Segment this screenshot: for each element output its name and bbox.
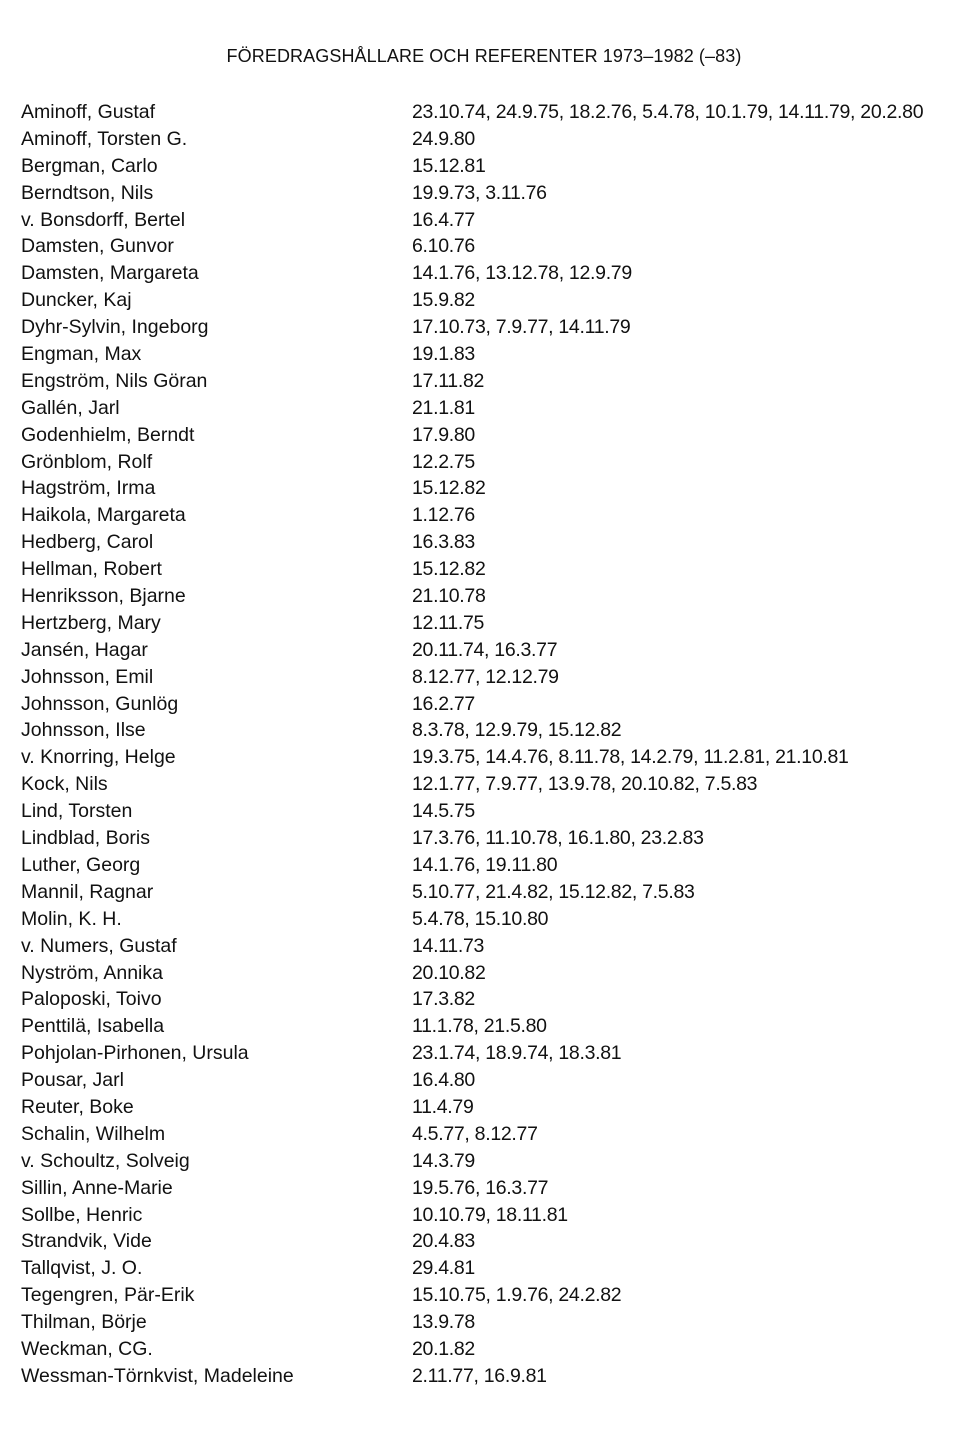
speaker-name: Hedberg, Carol <box>21 531 154 554</box>
speaker-name: Thilman, Börje <box>21 1311 147 1334</box>
list-item <box>21 233 961 260</box>
lecture-dates: 14.5.75 <box>412 800 475 823</box>
lecture-dates: 17.10.73, 7.9.77, 14.11.79 <box>412 316 631 339</box>
lecture-dates: 16.3.83 <box>412 531 475 554</box>
list-item <box>21 1309 961 1336</box>
lecture-dates: 12.1.77, 7.9.77, 13.9.78, 20.10.82, 7.5.83 <box>412 773 758 796</box>
speaker-name: Johnsson, Gunlög <box>21 692 179 715</box>
speaker-name: Godenhielm, Berndt <box>21 423 195 446</box>
speaker-list <box>21 99 961 1390</box>
lecture-dates: 14.1.76, 13.12.78, 12.9.79 <box>412 262 632 285</box>
list-item <box>21 986 961 1013</box>
lecture-dates: 21.1.81 <box>412 396 475 419</box>
speaker-name: Tegengren, Pär-Erik <box>21 1284 195 1307</box>
lecture-dates: 17.9.80 <box>412 423 475 446</box>
lecture-dates: 10.10.79, 18.11.81 <box>412 1203 568 1226</box>
speaker-name: Lindblad, Boris <box>21 827 150 850</box>
speaker-name: Bergman, Carlo <box>21 154 158 177</box>
speaker-name: Pousar, Jarl <box>21 1069 124 1092</box>
list-item <box>21 1040 961 1067</box>
lecture-dates: 29.4.81 <box>412 1257 475 1280</box>
list-item <box>21 449 961 476</box>
speaker-name: Kock, Nils <box>21 773 108 796</box>
list-item <box>21 906 961 933</box>
list-item <box>21 798 961 825</box>
lecture-dates: 19.3.75, 14.4.76, 8.11.78, 14.2.79, 11.2.81, 21.10.81 <box>412 746 849 769</box>
lecture-dates: 11.4.79 <box>412 1095 474 1118</box>
lecture-dates: 5.4.78, 15.10.80 <box>412 907 549 930</box>
speaker-name: Tallqvist, J. O. <box>21 1257 143 1280</box>
list-item <box>21 341 961 368</box>
list-item <box>21 664 961 691</box>
list-item <box>21 852 961 879</box>
speaker-name: v. Schoultz, Solveig <box>21 1149 190 1172</box>
lecture-dates: 11.1.78, 21.5.80 <box>412 1015 547 1038</box>
lecture-dates: 6.10.76 <box>412 235 475 258</box>
list-item <box>21 933 961 960</box>
lecture-dates: 19.1.83 <box>412 343 475 366</box>
lecture-dates: 14.3.79 <box>412 1149 475 1172</box>
speaker-name: Aminoff, Torsten G. <box>21 127 188 150</box>
speaker-name: Henriksson, Bjarne <box>21 585 186 608</box>
lecture-dates: 19.5.76, 16.3.77 <box>412 1176 549 1199</box>
speaker-name: Molin, K. H. <box>21 907 122 930</box>
lecture-dates: 4.5.77, 8.12.77 <box>412 1122 538 1145</box>
list-item <box>21 771 961 798</box>
list-item <box>21 691 961 718</box>
lecture-dates: 17.3.82 <box>412 988 475 1011</box>
speaker-name: Aminoff, Gustaf <box>21 101 156 123</box>
lecture-dates: 1.12.76 <box>412 504 475 527</box>
speaker-name: Mannil, Ragnar <box>21 880 154 903</box>
list-item <box>21 99 961 126</box>
list-item <box>21 126 961 153</box>
list-item <box>21 502 961 529</box>
list-item <box>21 314 961 341</box>
speaker-name: Engman, Max <box>21 343 142 366</box>
list-item <box>21 368 961 395</box>
lecture-dates: 12.11.75 <box>412 611 485 634</box>
lecture-dates: 13.9.78 <box>412 1311 475 1334</box>
speaker-name: Penttilä, Isabella <box>21 1015 165 1038</box>
list-item <box>21 1094 961 1121</box>
lecture-dates: 24.9.80 <box>412 127 475 150</box>
speaker-name: Strandvik, Vide <box>21 1230 152 1253</box>
list-item <box>21 529 961 556</box>
lecture-dates: 21.10.78 <box>412 585 486 608</box>
speaker-name: Reuter, Boke <box>21 1095 134 1118</box>
list-item <box>21 583 961 610</box>
lecture-dates: 20.10.82 <box>412 961 486 984</box>
list-item <box>21 1013 961 1040</box>
list-item <box>21 207 961 234</box>
lecture-dates: 20.11.74, 16.3.77 <box>412 638 558 661</box>
lecture-dates: 15.12.82 <box>412 477 486 500</box>
lecture-dates: 15.10.75, 1.9.76, 24.2.82 <box>412 1284 622 1307</box>
lecture-dates: 14.1.76, 19.11.80 <box>412 853 558 876</box>
list-item <box>21 287 961 314</box>
list-item <box>21 395 961 422</box>
lecture-dates: 14.11.73 <box>412 934 485 957</box>
speaker-name: Paloposki, Toivo <box>21 988 162 1011</box>
speaker-name: Luther, Georg <box>21 853 141 876</box>
list-item <box>21 879 961 906</box>
speaker-name: Gallén, Jarl <box>21 396 120 419</box>
speaker-name: Lind, Torsten <box>21 800 133 823</box>
speaker-name: Wessman-Törnkvist, Madeleine <box>21 1364 294 1387</box>
speaker-name: Hagström, Irma <box>21 477 156 500</box>
list-item <box>21 1228 961 1255</box>
list-item <box>21 744 961 771</box>
lecture-dates: 16.4.77 <box>412 208 475 231</box>
list-item <box>21 180 961 207</box>
list-item <box>21 475 961 502</box>
lecture-dates: 12.2.75 <box>412 450 475 473</box>
list-item <box>21 717 961 744</box>
list-item <box>21 1067 961 1094</box>
speaker-name: Pohjolan-Pirhonen, Ursula <box>21 1042 249 1065</box>
speaker-name: Haikola, Margareta <box>21 504 186 527</box>
speaker-name: Duncker, Kaj <box>21 289 132 312</box>
list-item <box>21 960 961 987</box>
lecture-dates: 2.11.77, 16.9.81 <box>412 1364 547 1387</box>
speaker-name: Grönblom, Rolf <box>21 450 153 473</box>
list-item <box>21 1121 961 1148</box>
speaker-name: Weckman, CG. <box>21 1337 153 1360</box>
lecture-dates: 17.3.76, 11.10.78, 16.1.80, 23.2.83 <box>412 827 704 850</box>
lecture-dates: 20.1.82 <box>412 1337 475 1360</box>
lecture-dates: 17.11.82 <box>412 369 485 392</box>
list-item <box>21 825 961 852</box>
lecture-dates: 8.12.77, 12.12.79 <box>412 665 559 688</box>
list-item <box>21 153 961 180</box>
list-item <box>21 422 961 449</box>
list-item <box>21 260 961 287</box>
speaker-name: Johnsson, Ilse <box>21 719 146 742</box>
speaker-name: Jansén, Hagar <box>21 638 148 661</box>
speaker-name: Sillin, Anne-Marie <box>21 1176 173 1199</box>
page-title: FÖREDRAGSHÅLLARE OCH REFERENTER 1973–1982 (–83) <box>226 46 742 66</box>
lecture-dates: 16.2.77 <box>412 692 475 715</box>
list-item <box>21 1175 961 1202</box>
list-item <box>21 637 961 664</box>
lecture-dates: 16.4.80 <box>412 1069 475 1092</box>
speaker-name: Hertzberg, Mary <box>21 611 161 634</box>
lecture-dates: 20.4.83 <box>412 1230 475 1253</box>
speaker-name: v. Numers, Gustaf <box>21 934 177 957</box>
speaker-name: Sollbe, Henric <box>21 1203 143 1226</box>
lecture-dates: 23.1.74, 18.9.74, 18.3.81 <box>412 1042 622 1065</box>
list-item <box>21 1363 961 1390</box>
speaker-name: v. Bonsdorff, Bertel <box>21 208 186 231</box>
speaker-name: Dyhr-Sylvin, Ingeborg <box>21 316 209 339</box>
lecture-dates: 15.12.81 <box>412 154 486 177</box>
list-item <box>21 1255 961 1282</box>
lecture-dates: 8.3.78, 12.9.79, 15.12.82 <box>412 719 622 742</box>
lecture-dates: 15.9.82 <box>412 289 475 312</box>
speaker-name: v. Knorring, Helge <box>21 746 176 769</box>
speaker-name: Berndtson, Nils <box>21 181 154 204</box>
list-item <box>21 1148 961 1175</box>
lecture-dates: 15.12.82 <box>412 558 486 581</box>
speaker-name: Hellman, Robert <box>21 558 162 581</box>
speaker-name: Schalin, Wilhelm <box>21 1122 166 1145</box>
list-item <box>21 610 961 637</box>
lecture-dates: 23.10.74, 24.9.75, 18.2.76, 5.4.78, 10.1.79, 14.11.79, 20.2.80 <box>412 101 924 123</box>
speaker-name: Engström, Nils Göran <box>21 369 208 392</box>
lecture-dates: 5.10.77, 21.4.82, 15.12.82, 7.5.83 <box>412 880 695 903</box>
speaker-name: Nyström, Annika <box>21 961 163 984</box>
speaker-name: Damsten, Margareta <box>21 262 199 285</box>
list-item <box>21 1336 961 1363</box>
list-item <box>21 1282 961 1309</box>
speaker-name: Johnsson, Emil <box>21 665 154 688</box>
speaker-name: Damsten, Gunvor <box>21 235 174 258</box>
lecture-dates: 19.9.73, 3.11.76 <box>412 181 547 204</box>
list-item <box>21 556 961 583</box>
list-item <box>21 1202 961 1229</box>
